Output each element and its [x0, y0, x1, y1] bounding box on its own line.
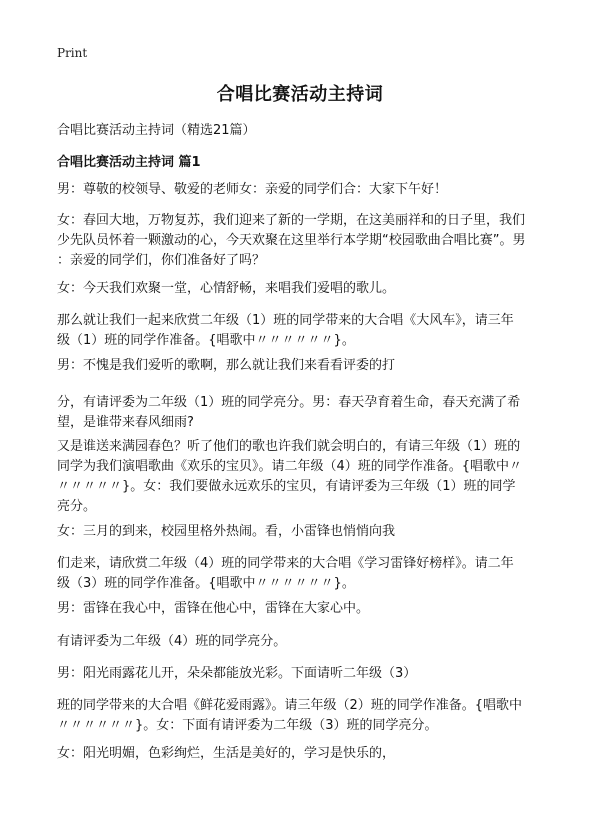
print-label: Print: [57, 46, 88, 60]
paragraph: 男：雷锋在我心中，雷锋在他心中，雷锋在大家心中。: [57, 601, 370, 616]
page-title: 合唱比赛活动主持词: [216, 84, 384, 105]
paragraph: 女：阳光明媚，色彩绚烂，生活是美好的，学习是快乐的，: [57, 746, 396, 761]
paragraph: 女：今天我们欢聚一堂，心情舒畅，来唱我们爱唱的歌儿。: [57, 281, 396, 296]
paragraph: 们走来，请欣赏二年级（4）班的同学带来的大合唱《学习雷锋好榜样》。请二年 级（3）班的同学作准备。{唱歌中〃〃〃〃〃〃}。: [57, 556, 514, 591]
paragraph: 男：不愧是我们爱听的歌啊，那么就让我们来看看评委的打: [57, 358, 396, 373]
paragraph: 分，有请评委为二年级（1）班的同学亮分。男：春天孕育着生命，春天充满了希 望，是谁带来春风细雨?: [57, 395, 521, 430]
paragraph: 女：春回大地，万物复苏，我们迎来了新的一学期，在这美丽祥和的日子里，我们 少先队员怀着一颗激动的心，今天欢聚在这里举行本学期“校园歌曲合唱比赛”。男 ：亲爱的同学们，你们准备好了吗？: [57, 213, 526, 268]
document-subtitle: 合唱比赛活动主持词（精选21篇）: [57, 123, 256, 138]
paragraph: 班的同学带来的大合唱《鲜花爱雨露》。请三年级（2）班的同学作准备。{唱歌中 〃〃〃〃〃〃}。女：下面有请评委为二年级（3）班的同学亮分。: [57, 698, 523, 733]
paragraph: 男：尊敬的校领导、敬爱的老师女：亲爱的同学们合：大家下午好！: [57, 182, 448, 197]
paragraph: 有请评委为二年级（4）班的同学亮分。: [57, 634, 287, 649]
section-heading: 合唱比赛活动主持词 篇1: [57, 155, 201, 170]
paragraph: 又是谁送来满园春色？听了他们的歌也许我们就会明白的，有请三年级（1）班的 同学为我们演唱歌曲《欢乐的宝贝》。请二年级（4）班的同学作准备。{唱歌中〃 〃〃〃〃〃}。女：我们要做永远欢乐的宝贝，有请评委为三年级（1）班的同学 亮分。: [57, 439, 523, 514]
paragraph: 那么就让我们一起来欣赏二年级（1）班的同学带来的大合唱《大风车》，请三年 级（1）班的同学作准备。{唱歌中〃〃〃〃〃〃}。: [57, 313, 514, 348]
paragraph: 男：阳光雨露花儿开，朵朵都能放光彩。下面请听二年级（3）: [57, 666, 417, 681]
paragraph: 女：三月的到来，校园里格外热闹。看，小雷锋也悄悄向我: [57, 524, 396, 539]
